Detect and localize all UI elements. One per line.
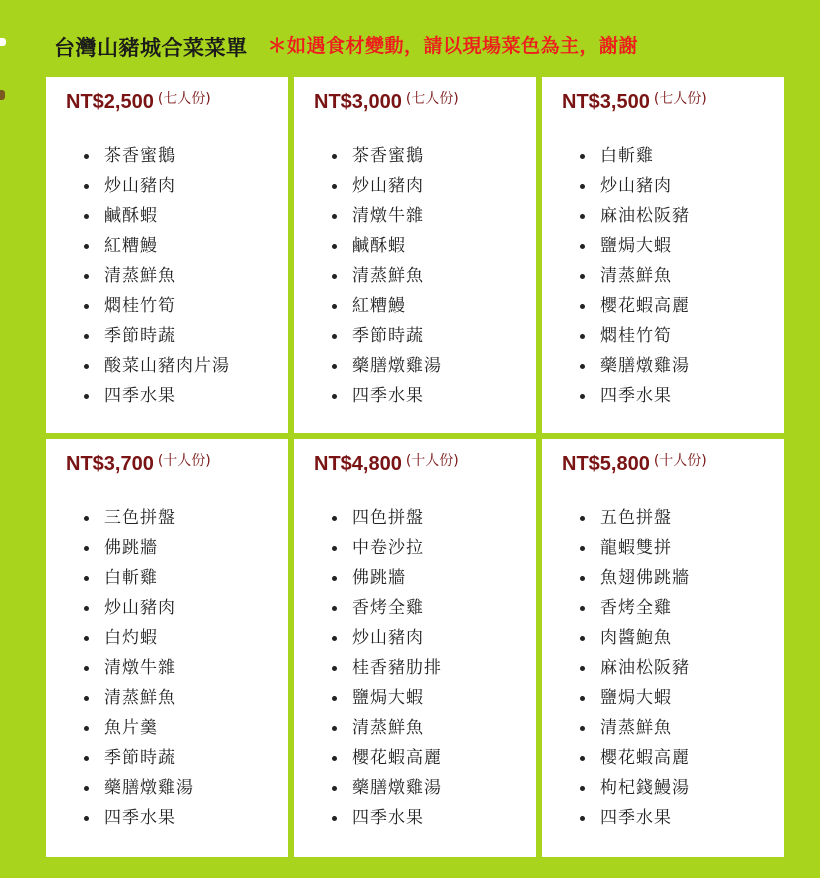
dish-item: 炒山豬肉 xyxy=(84,171,274,201)
edge-decoration xyxy=(0,90,5,100)
dish-item: 三色拼盤 xyxy=(84,503,274,533)
dish-item: 藥膳燉雞湯 xyxy=(332,773,522,803)
dish-item: 藥膳燉雞湯 xyxy=(580,351,770,381)
dish-item: 香烤全雞 xyxy=(580,593,770,623)
dish-item: 佛跳牆 xyxy=(84,533,274,563)
menu-card xyxy=(542,77,784,433)
menu-price: NT$4,800 xyxy=(314,453,402,475)
menu-serving-size: (十人份) xyxy=(405,453,459,469)
dish-item: 炒山豬肉 xyxy=(580,171,770,201)
menu-price: NT$3,700 xyxy=(66,453,154,475)
dish-item: 枸杞錢鰻湯 xyxy=(580,773,770,803)
dish-item: 白灼蝦 xyxy=(84,623,274,653)
dish-item: 清蒸鮮魚 xyxy=(580,713,770,743)
dish-item: 龍蝦雙拼 xyxy=(580,533,770,563)
dish-item: 紅糟鰻 xyxy=(84,231,274,261)
menu-card xyxy=(46,77,288,433)
menu-price: NT$3,000 xyxy=(314,91,402,113)
set-menu-grid xyxy=(46,77,784,857)
menu-card-header xyxy=(314,453,522,481)
dish-item: 佛跳牆 xyxy=(332,563,522,593)
menu-card xyxy=(46,439,288,857)
dish-item: 櫻花蝦高麗 xyxy=(580,743,770,773)
menu-price: NT$3,500 xyxy=(562,91,650,113)
dish-item: 清燉牛雜 xyxy=(332,201,522,231)
dish-item: 四季水果 xyxy=(84,803,274,833)
dish-item: 四季水果 xyxy=(84,381,274,411)
dish-list xyxy=(66,141,274,411)
menu-serving-size: (十人份) xyxy=(653,453,707,469)
edge-decoration xyxy=(0,38,6,46)
dish-item: 炒山豬肉 xyxy=(332,171,522,201)
dish-item: 炒山豬肉 xyxy=(84,593,274,623)
dish-item: 鹹酥蝦 xyxy=(332,231,522,261)
dish-item: 清蒸鮮魚 xyxy=(332,713,522,743)
dish-item: 香烤全雞 xyxy=(332,593,522,623)
dish-item: 魚片羹 xyxy=(84,713,274,743)
menu-card xyxy=(294,439,536,857)
dish-item: 炒山豬肉 xyxy=(332,623,522,653)
dish-item: 中卷沙拉 xyxy=(332,533,522,563)
dish-item: 麻油松阪豬 xyxy=(580,653,770,683)
menu-card xyxy=(542,439,784,857)
ingredient-notice: ＊如遇食材變動，請以現場菜色為主，謝謝 xyxy=(267,34,639,57)
menu-card-header xyxy=(66,91,274,119)
menu-card-header xyxy=(66,453,274,481)
dish-item: 鹽焗大蝦 xyxy=(580,231,770,261)
dish-item: 藥膳燉雞湯 xyxy=(332,351,522,381)
dish-item: 清燉牛雜 xyxy=(84,653,274,683)
dish-item: 季節時蔬 xyxy=(84,743,274,773)
dish-item: 櫻花蝦高麗 xyxy=(332,743,522,773)
dish-item: 肉醬鮑魚 xyxy=(580,623,770,653)
menu-serving-size: (七人份) xyxy=(653,91,707,107)
dish-list xyxy=(314,503,522,833)
page-header xyxy=(54,30,800,64)
dish-item: 四季水果 xyxy=(580,381,770,411)
dish-list xyxy=(314,141,522,411)
dish-list xyxy=(66,503,274,833)
menu-card-header xyxy=(314,91,522,119)
dish-item: 茶香蜜鵝 xyxy=(84,141,274,171)
dish-list xyxy=(562,141,770,411)
dish-item: 櫻花蝦高麗 xyxy=(580,291,770,321)
dish-item: 四季水果 xyxy=(332,381,522,411)
menu-card-header xyxy=(562,453,770,481)
menu-card xyxy=(294,77,536,433)
menu-serving-size: (十人份) xyxy=(157,453,211,469)
dish-item: 魚翅佛跳牆 xyxy=(580,563,770,593)
menu-serving-size: (七人份) xyxy=(405,91,459,107)
dish-item: 清蒸鮮魚 xyxy=(580,261,770,291)
dish-item: 清蒸鮮魚 xyxy=(332,261,522,291)
dish-item: 清蒸鮮魚 xyxy=(84,683,274,713)
dish-item: 季節時蔬 xyxy=(332,321,522,351)
menu-card-header xyxy=(562,91,770,119)
menu-price: NT$2,500 xyxy=(66,91,154,113)
page-title: 台灣山豬城合菜菜單 xyxy=(54,36,248,60)
dish-item: 白斬雞 xyxy=(84,563,274,593)
dish-item: 桂香豬肋排 xyxy=(332,653,522,683)
dish-list xyxy=(562,503,770,833)
dish-item: 鹽焗大蝦 xyxy=(332,683,522,713)
dish-item: 鹹酥蝦 xyxy=(84,201,274,231)
dish-item: 五色拼盤 xyxy=(580,503,770,533)
dish-item: 四季水果 xyxy=(332,803,522,833)
dish-item: 白斬雞 xyxy=(580,141,770,171)
dish-item: 燜桂竹筍 xyxy=(84,291,274,321)
dish-item: 清蒸鮮魚 xyxy=(84,261,274,291)
menu-serving-size: (七人份) xyxy=(157,91,211,107)
dish-item: 鹽焗大蝦 xyxy=(580,683,770,713)
dish-item: 四季水果 xyxy=(580,803,770,833)
dish-item: 酸菜山豬肉片湯 xyxy=(84,351,274,381)
dish-item: 四色拼盤 xyxy=(332,503,522,533)
menu-price: NT$5,800 xyxy=(562,453,650,475)
dish-item: 麻油松阪豬 xyxy=(580,201,770,231)
dish-item: 紅糟鰻 xyxy=(332,291,522,321)
dish-item: 藥膳燉雞湯 xyxy=(84,773,274,803)
dish-item: 季節時蔬 xyxy=(84,321,274,351)
dish-item: 茶香蜜鵝 xyxy=(332,141,522,171)
dish-item: 燜桂竹筍 xyxy=(580,321,770,351)
